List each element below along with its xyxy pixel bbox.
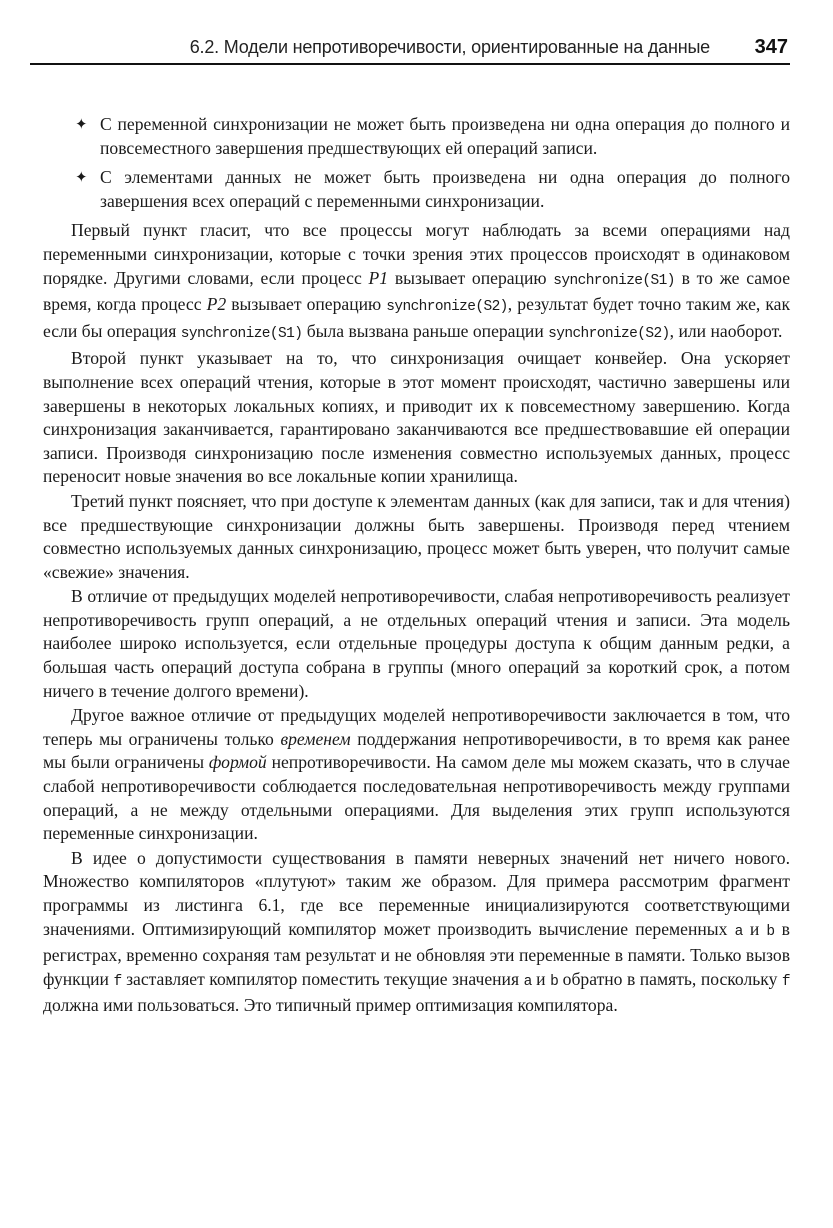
inline-code: f bbox=[113, 973, 122, 990]
four-pointed-star-bullet-icon: ✦ bbox=[75, 168, 88, 187]
process-label: P1 bbox=[368, 267, 389, 288]
page-number: 347 bbox=[754, 36, 788, 58]
text-run: , результат будет точно таким же, как если бы операция bbox=[43, 294, 790, 341]
text-run: В идее о допустимости существования в памяти неверных значений нет ничего нового. Множество компиляторов «плутуют» таким же образом. Для примера рассмотрим фрагмент программы из листинга 6.1, где все переменные инициализируются соответствующими значениями. Оптимизирующий компилятор может производить вычисление переменных bbox=[43, 847, 790, 939]
text-run: должна ими пользоваться. Это типичный пример оптимизация компилятора. bbox=[43, 995, 618, 1016]
paragraph-5 bbox=[43, 704, 790, 846]
inline-code: a bbox=[734, 923, 743, 940]
paragraph-6 bbox=[43, 847, 790, 1018]
paragraph-4: В отличие от предыдущих моделей непротиворечивости, слабая непротиворечивость реализует непротиворечивость групп операций, а не отдельных операций чтения и записи. Эта модель наиболее широко используется, если отдельные процедуры доступа к общим данным редки, а большая часть операций доступа собрана в группы (много операций за короткий срок, а потом ничего в течение долгого времени). bbox=[43, 586, 790, 701]
bullet-text: С переменной синхронизации не может быть произведена ни одна операция до полного и повсеместного завершения предшествующих ей операций записи. bbox=[100, 114, 790, 158]
bullet-item bbox=[43, 166, 790, 213]
text-run: поддержания непротиворечивости, в то время как ранее мы были ограничены bbox=[43, 728, 790, 773]
text-run: и bbox=[742, 918, 767, 939]
paragraph-2: Второй пункт указывает на то, что синхронизация очищает конвейер. Она ускоряет выполнение всех операций чтения, которые в этот момент происходят, частично завершены или завершены в некоторых локальных копиях, и приводит их к повсеместному завершению. Когда синхронизация заканчивается, гарантировано заканчиваются все предшествовавшие ей операции записи. Производя синхронизацию после изменения совместно используемых данных, процесс переносит новые значения во все локальные копии хранилища. bbox=[43, 348, 790, 487]
running-header bbox=[30, 37, 790, 65]
emphasis: формой bbox=[208, 752, 267, 773]
inline-code: b bbox=[766, 923, 775, 940]
paragraph-3: Третий пункт поясняет, что при доступе к элементам данных (как для записи, так и для чтения) все предшествующие синхронизации должны быть завершены. Производя перед чтением совместно используемых данных синхронизацию, процесс может быть уверен, что получит самые «свежие» значения. bbox=[43, 490, 790, 582]
four-pointed-star-bullet-icon: ✦ bbox=[75, 115, 88, 133]
text-run: Первый пункт гласит, что все процессы могут наблюдать за всеми операциями над переменными синхронизации, которые с точки зрения этих процессов происходят в одинаковом порядке. Другими словами, если процесс bbox=[43, 220, 790, 288]
inline-code: synchronize(S1) bbox=[180, 325, 303, 342]
inline-code: synchronize(S1) bbox=[553, 272, 675, 289]
text-run: была вызвана раньше операции bbox=[302, 320, 549, 341]
bullet-text: С элементами данных не может быть произведена ни одна операция до полного завершения всех операций с переменными синхронизации. bbox=[100, 167, 790, 211]
text-run: в регистрах, временно сохраняя там результат и не обновляя эти переменные в памяти. Только вызов функции bbox=[43, 918, 790, 989]
text-run: в то же самое время, когда процесс bbox=[43, 267, 790, 315]
text-run: , или наоборот. bbox=[669, 320, 783, 341]
section-title: 6.2. Модели непротиворечивости, ориентированные на данные bbox=[189, 37, 710, 57]
text-run: вызывает операцию bbox=[226, 294, 387, 315]
text-run: непротиворечивости. На самом деле мы можем сказать, что в случае слабой непротиворечивости соблюдается последовательная непротиворечивость между группами операций, а не между отдельными операциями. Для выделения этих групп используются переменные синхронизации. bbox=[43, 752, 790, 844]
inline-code: b bbox=[550, 973, 559, 990]
inline-code: a bbox=[523, 973, 532, 990]
bullet-list bbox=[43, 113, 790, 213]
page-body bbox=[43, 113, 790, 1019]
text-run: и bbox=[531, 968, 551, 989]
text-run: Другое важное отличие от предыдущих моделей непротиворечивости заключается в том, что теперь мы ограничены только bbox=[43, 705, 790, 749]
text-run: обратно в память, поскольку bbox=[558, 968, 782, 989]
inline-code: synchronize(S2) bbox=[548, 325, 670, 342]
emphasis: временем bbox=[280, 728, 351, 749]
paragraph-1 bbox=[43, 219, 790, 346]
text-run: заставляет компилятор поместить текущие значения bbox=[121, 968, 524, 989]
text-run: вызывает операцию bbox=[388, 267, 554, 288]
inline-code: f bbox=[781, 973, 790, 990]
inline-code: synchronize(S2) bbox=[386, 299, 508, 316]
bullet-item bbox=[43, 113, 790, 160]
process-label: P2 bbox=[206, 294, 227, 315]
